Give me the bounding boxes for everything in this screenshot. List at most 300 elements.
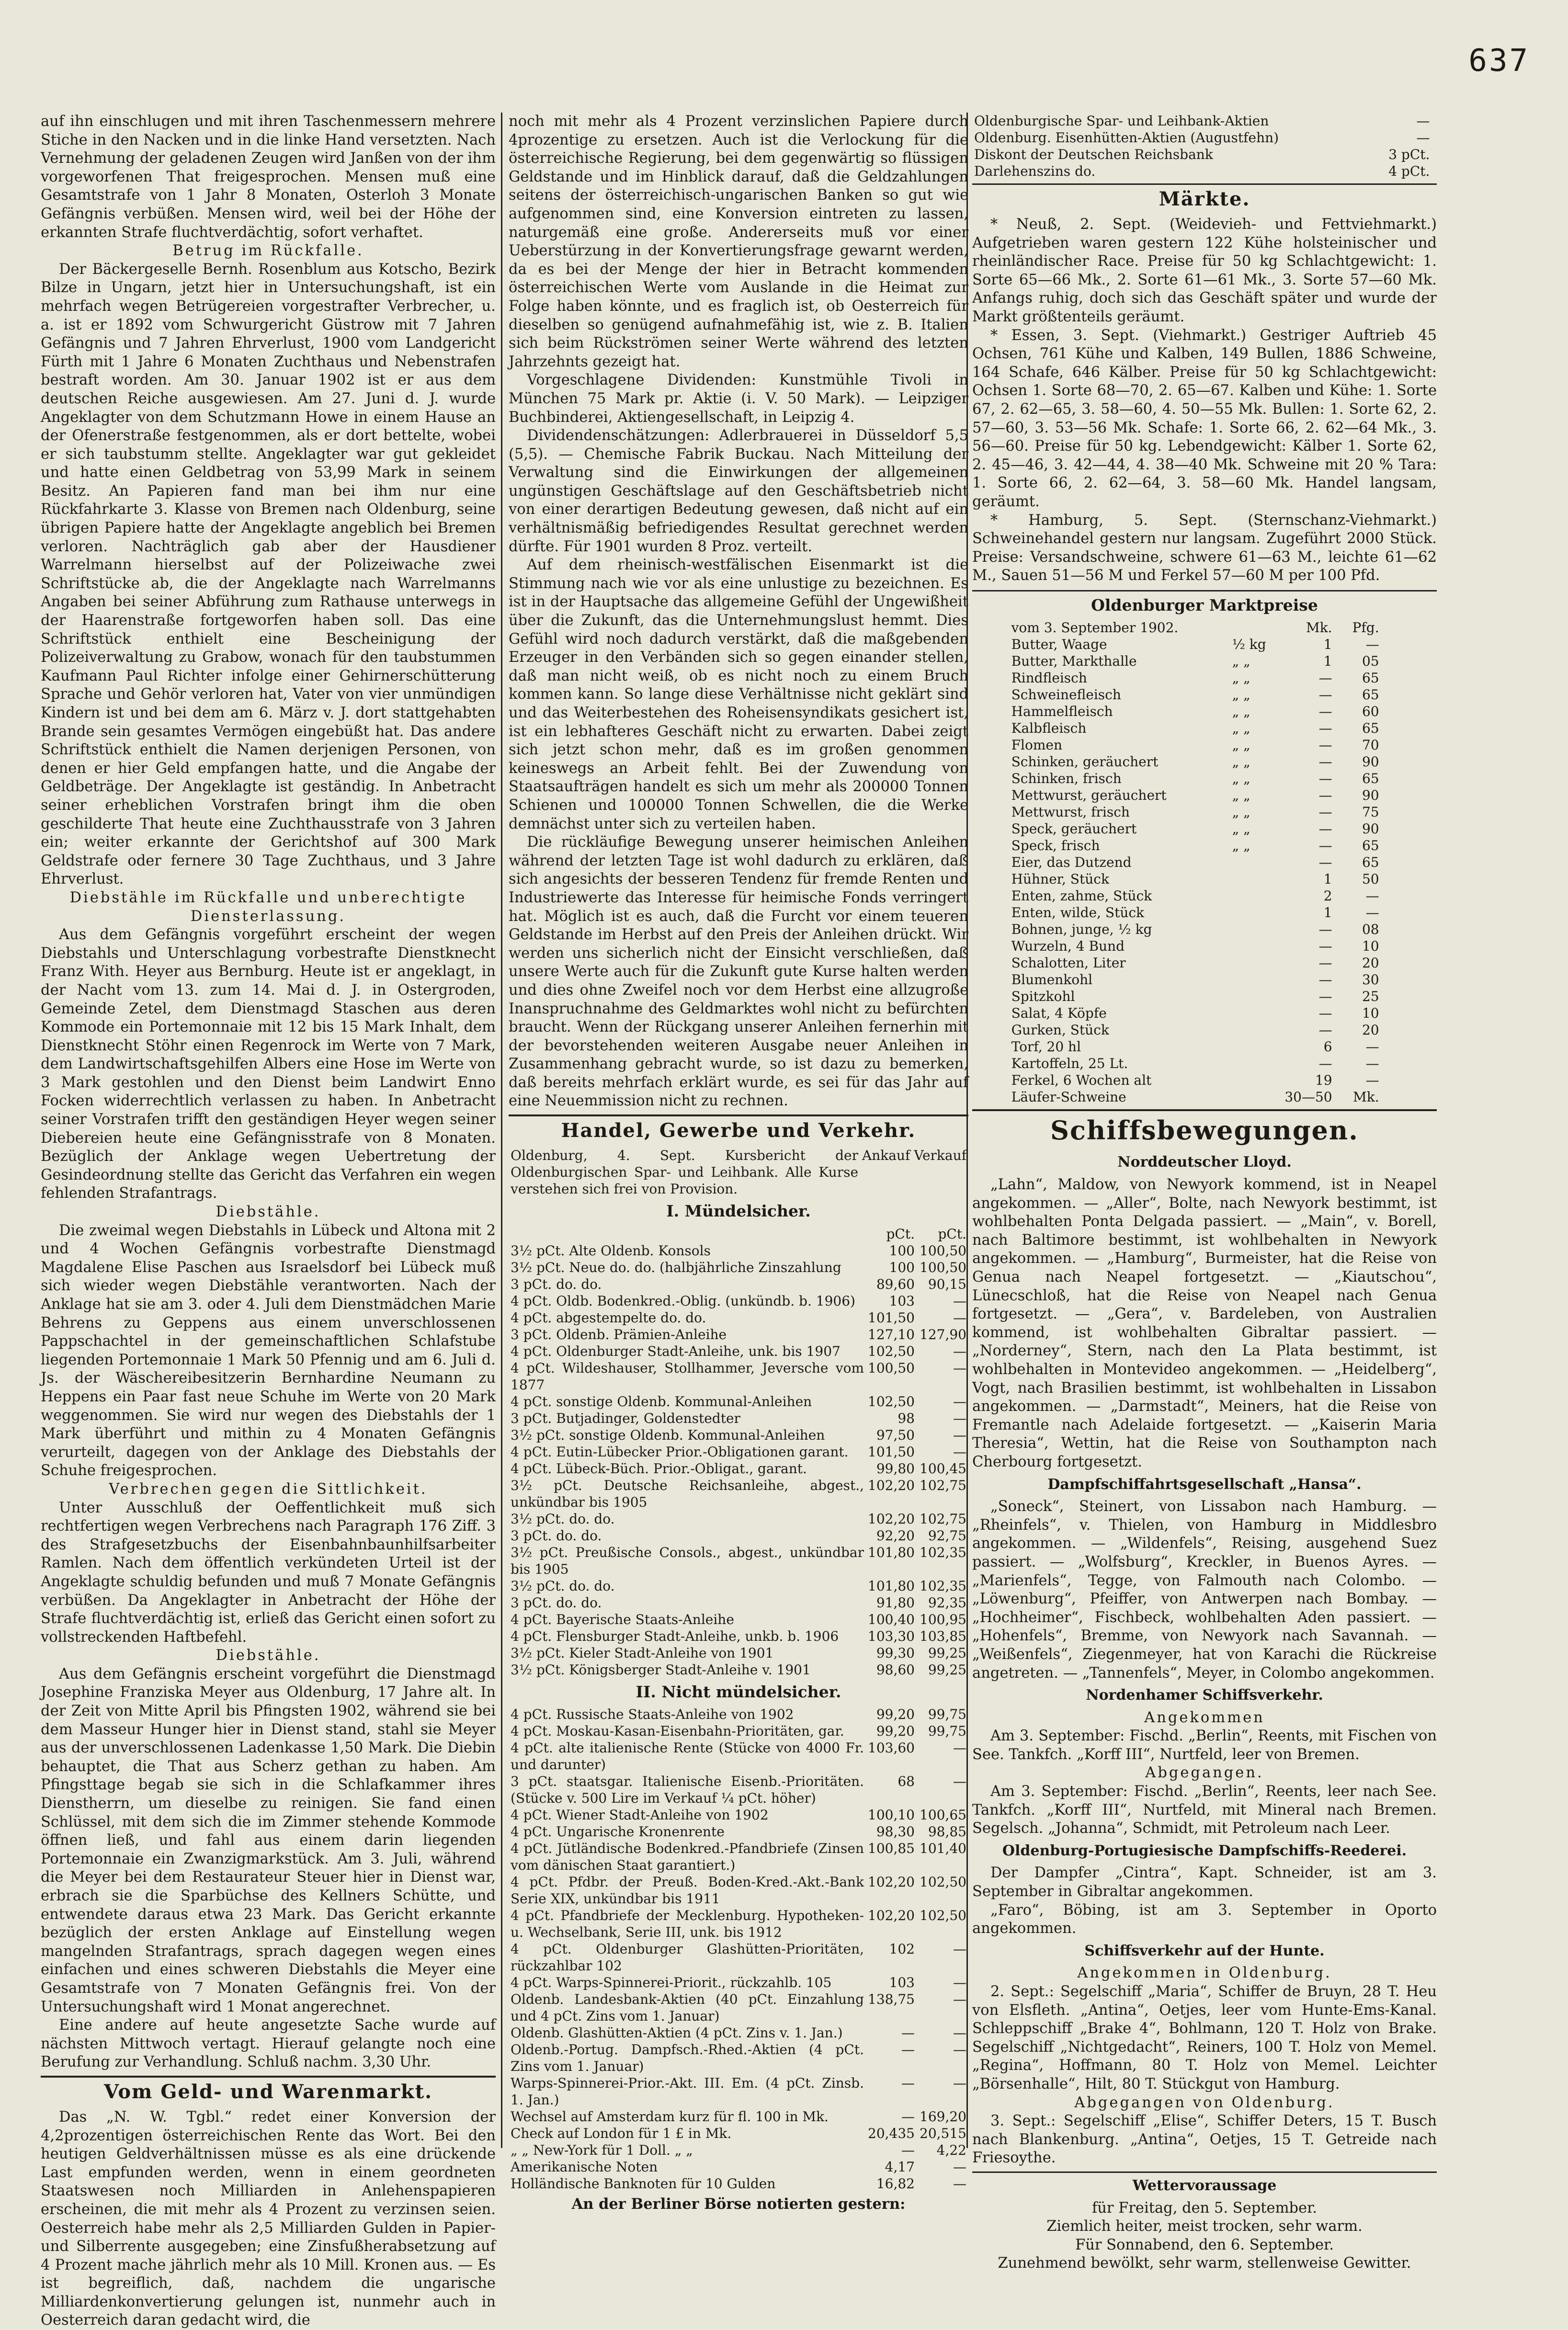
table-cell: Flomen (1011, 737, 1062, 753)
table-cell: — (953, 1427, 966, 1443)
case-heading: Diebstähle. (216, 1204, 321, 1221)
table-cell (1230, 1038, 1283, 1055)
table-cell (1230, 1055, 1283, 1072)
table-cell: 30 (1362, 972, 1379, 988)
table-cell: 100,95 (920, 1611, 966, 1627)
table-row (509, 1527, 968, 1544)
kurs-table-1 (509, 1226, 968, 1678)
table-cell: 102,50 (920, 1874, 966, 1890)
table-cell: 3 pCt. do. do. (511, 1527, 602, 1544)
table-cell: 98,85 (928, 1824, 966, 1840)
table-cell: Enten, zahme, Stück (1011, 888, 1152, 904)
table-cell: 102,35 (920, 1578, 966, 1594)
table-cell: — (901, 2042, 915, 2058)
table-cell: 4 pCt. Wiener Stadt-Anleihe von 1902 (511, 1807, 769, 1823)
table-cell: 97,50 (876, 1427, 915, 1443)
case-heading: Diebstähle im Rückfalle und unberechtigte Diensterlassung. (69, 889, 467, 925)
table-cell: 101,40 (920, 1841, 966, 1857)
table-row (509, 1991, 968, 2024)
table-cell: — (1318, 921, 1332, 938)
table-cell: 102,20 (868, 1874, 915, 1890)
case-heading: Verbrechen gegen die Sittlichkeit. (109, 1480, 428, 1498)
table-row (509, 2125, 968, 2142)
table-cell: ½ kg (1232, 636, 1266, 653)
table-cell: 25 (1362, 989, 1379, 1005)
table-cell: 05 (1362, 653, 1379, 670)
table-cell: 4 pCt. alte italienische Rente (Stücke von 4000 Fr. und darunter) (511, 1740, 864, 1773)
table-cell: — (1318, 955, 1332, 971)
table-cell: 91,80 (876, 1594, 915, 1611)
table-cell: 4 pCt. sonstige Oldenb. Kommunal-Anleihen (511, 1393, 812, 1409)
table-row (1010, 820, 1381, 837)
table-cell: 3½ pCt. Neue do. do. (halbjährliche Zinszahlung (511, 1259, 841, 1275)
table-cell: Butter, Waage (1011, 636, 1107, 653)
table-row (509, 1477, 968, 1511)
table-cell: Bohnen, junge, ½ kg (1011, 921, 1152, 938)
shipping-paragraph: 3. Sept.: Segelschiff „Elise“, Schiffer Deters, 15 T. Busch nach Blankenburg. „Antina“, Oetjes, 15 T. Getreide nach Friesoythe. (972, 2113, 1437, 2167)
table-cell: — (953, 1443, 966, 1460)
table-cell: — (1318, 1005, 1332, 1022)
table-row (509, 1259, 968, 1276)
table-cell: — (1318, 804, 1332, 820)
article-paragraph: Aus dem Gefängnis erscheint vorgeführt die Dienstmagd Josephine Franziska Meyer aus Oldenburg, 17 Jahre alt. In der Zeit von Mitte April bis Pfingsten 1902, während sie bei dem Masseur Hunger hier in Dienst stand, stahl sie Meyer aus der unverschlossenen Ladenkasse 1,50 Mark. Die Diebin behauptet, die That aus Scherz gethan zu haben. Am Pfingsttage begab sie sich in die Schlafkammer ihres Dienstherrn, um dieselbe zu reinigen. Sie fand einen Schlüssel, mit dem sich die im Zimmer stehende Kommode öffnen ließ, und fahl aus einem darin liegenden Portemonnaie ein Zwanzigmarkstück. Am 3. Juli, während die Meyer bei dem Restaurateur Steuer hier in Dienst war, erbrach sie die Sparbüchse des Kellners Schütte, und entwendete daraus etwa 23 Mark. Das Gericht erkannte bezüglich der ersten Anklage auf Einstellung wegen mangelnden Strafantrags, sprach dagegen wegen eines einfachen und eines schweren Diebstahls die Meyer eine Gesamtstrafe von 7 Monaten Gefängnis frei. Von der Untersuchungshaft wird 1 Monat angerechnet. (41, 1665, 496, 2015)
col-verkauf: Verkauf (914, 1148, 966, 1164)
article-paragraph: Eine andere auf heute angesetzte Sache wurde auf nächsten Mittwoch vertagt. Hierauf gelangte noch eine Berufung zur Verhandlung. Schluß nachm. 3,30 Uhr. (41, 2017, 496, 2071)
shipping-paragraph: Am 3. September: Fischd. „Berlin“, Reents, mit Fischen von See. Tankfch. „Korff III“, Nurtfeld, leer von Bremen. (972, 1728, 1437, 1763)
table-cell: 4 pCt. abgestempelte do. do. (511, 1309, 706, 1326)
table-cell: 60 (1362, 704, 1379, 720)
table-cell: 1 (1323, 871, 1332, 887)
table-cell: 3½ pCt. Deutsche Reichsanleihe, abgest., unkündbar bis 1905 (511, 1477, 864, 1510)
article-paragraph: Unter Ausschluß der Oeffentlichkeit muß sich rechtfertigen wegen Verbrechens nach Paragraph 176 Ziff. 3 des Strafgesetzbuchs der Eisenbahnbaunhilfsarbeiter Ramlen. Nach dem öffentlich verkündeten Urteil ist der Angeklagte schuldig befunden und muß 7 Monate Gefängnis verbüßen. Da Angeklagter in Anbetracht der Höhe der Strafe fluchtverdächtig ist, erließ das Gericht einen sofort zu vollstreckenden Haftbefehl. (41, 1499, 496, 1646)
table-cell: 102,75 (920, 1511, 966, 1527)
table-cell: Ferkel, 6 Wochen alt (1011, 1072, 1152, 1089)
table-row (1010, 703, 1381, 720)
table-cell: 4 pCt. (1388, 163, 1430, 179)
table-cell (1230, 854, 1283, 871)
table-cell: 101,80 (868, 1544, 915, 1560)
table-row (509, 1293, 968, 1309)
shipping-paragraph: Der Dampfer „Cintra“, Kapt. Schneider, ist am 3. September in Gibraltar angekommen. (972, 1864, 1437, 1900)
table-cell: — (953, 1740, 966, 1756)
kurs-table-2 (509, 1706, 968, 2192)
table-cell (1230, 955, 1283, 971)
table-row (509, 1974, 968, 1991)
table-cell (1230, 904, 1283, 921)
table-cell: 90 (1362, 754, 1379, 770)
table-cell: 100,10 (868, 1807, 915, 1823)
table-cell: — (901, 2075, 915, 2091)
table-cell: — (953, 1293, 966, 1309)
table-cell: — (953, 1975, 966, 1991)
table-cell: 100,50 (920, 1259, 966, 1275)
table-cell: 1 (1323, 905, 1332, 921)
table-cell: 4,17 (885, 2159, 915, 2175)
table-row (1010, 653, 1381, 670)
table-cell: Butter, Markthalle (1011, 653, 1137, 670)
table-cell: 98,60 (876, 1661, 915, 1678)
article-paragraph: noch mit mehr als 4 Prozent verzinslichen Papiere durch 4prozentige zu ersetzen. Auch ist die Verlockung für die österreichische Regierung, bei dem gegenwärtig so flüssigen Geldstande und im Hinblick darauf, daß die Geldzahlungen seitens der österreichisch-ungarischen Banken so gut wie aufgenommen sind, eine Konversion eintreten zu lassen, naturgemäß eine große. Andererseits muß vor einer Ueberstürzung in der Konvertierungsfrage gewarnt werden, da es bei der Menge der hier in Betracht kommenden österreichischen Werte vom Auslande in die Heimat zur Folge haben könnte, und es fraglich ist, ob Oesterreich für dieselben so genügend aufnahmefähig ist, wie z. B. Italien sich beim Rückströmen seiner Werte während des letzten Jahrzehnts gezeigt hat. (509, 113, 968, 370)
table-cell: 99,20 (876, 1706, 915, 1723)
table-heading-nicht-muendelsicher: II. Nicht mündelsicher. (636, 1682, 841, 1701)
table-cell: 102,50 (868, 1393, 915, 1409)
table-row (1010, 921, 1381, 938)
market-paragraph: * Neuß, 2. Sept. (Weidevieh- und Fettviehmarkt.) Aufgetrieben waren gestern 122 Kühe holsteinischer und rheinländischer Race. Preise für 50 kg Schlachtgewicht: 1. Sorte 65—66 Mk., 2. Sorte 61—61 Mk., 3. Sorte 57—60 Mk. Anfangs ruhig, doch sich das Geschäft später und wurde der Markt größtenteils geräumt. (972, 216, 1437, 325)
table-cell: 3 pCt. Oldenb. Prämien-Anleihe (511, 1326, 727, 1342)
table-cell: 4 pCt. Oldenburger Glashütten-Prioritäten, rückzahlbar 102 (511, 1941, 864, 1974)
section-heading-schiffsbewegungen: Schiffsbewegungen. (972, 1109, 1437, 1149)
table-cell: Salat, 4 Köpfe (1011, 1005, 1107, 1022)
table-row (1010, 670, 1381, 686)
article-paragraph: Die rückläufige Bewegung unserer heimischen Anleihen während der letzten Tage ist wohl dadurch zu erklären, daß sich angesichts der besseren Tendenz für fremde Renten und Industriewerte das Interesse für heimische Fonds verringert hat. Möglich ist es auch, daß die Furcht vor einem teueren Geldstande im Herbst auf den Preis der Anleihen drückt. Wir werden uns sicherlich nicht der Einsicht verschließen, daß unsere Werte auch für die Zukunft gute Kurse halten werden und dies ohne Zweifel noch vor dem Herbst eine allzugroße Inanspruchnahme des Geldmarktes wohl nicht zu befürchten braucht. Wenn der Rückgang unserer Anleihen fernerhin mit der bevorstehenden weiteren Ausgabe neuer Anleihen in Zusammenhang gebracht wurde, so ist dazu zu bemerken, daß bereits mehrfach erklärt wurde, es sei für das Jahr auf eine Neuemmission nicht zu rechnen. (509, 834, 968, 1110)
table-cell: Darlehenszins do. (974, 163, 1096, 179)
table-cell: „ „ (1232, 838, 1250, 854)
table-cell: 103,60 (868, 1740, 915, 1756)
table-cell: — (953, 2176, 966, 2192)
table-cell: — (1318, 687, 1332, 703)
table-cell: 3½ pCt. do. do. (511, 1578, 615, 1594)
table-row (1010, 1005, 1381, 1022)
table-row (972, 163, 1437, 180)
table-row (1010, 636, 1381, 653)
table-cell: 3 pCt. staatsgar. Italienische Eisenb.-Prioritäten. (Stücke v. 500 Lire im Verkauf ¼ pCt. höher) (511, 1773, 864, 1807)
table-cell: 4 pCt. Pfandbriefe der Mecklenburg. Hypotheken- u. Wechselbank, Serie III, unk. bis 1912 (511, 1908, 864, 1941)
table-cell: — (1318, 972, 1332, 988)
table-row (1010, 938, 1381, 955)
case-heading: Betrug im Rückfalle. (172, 242, 364, 260)
table-cell (1230, 1005, 1283, 1022)
table-cell: 100,45 (920, 1460, 966, 1477)
table-row (1010, 737, 1381, 753)
table-cell: 99,25 (928, 1645, 966, 1661)
table-cell: 90 (1362, 821, 1379, 837)
table-cell: 90,15 (928, 1276, 966, 1292)
table-cell: 101,50 (868, 1443, 915, 1460)
table-cell: — (1318, 838, 1332, 854)
table-cell: 10 (1362, 938, 1379, 955)
table-cell: 4 pCt. Warps-Spinnerei-Priorit., rückzahlb. 105 (511, 1975, 832, 1991)
table-cell: 103 (889, 1293, 915, 1309)
table-cell: 3 pCt. Butjadinger, Goldenstedter (511, 1410, 740, 1426)
table-cell: — (1318, 754, 1332, 770)
table-cell: Blumenkohl (1011, 972, 1093, 988)
table-cell: — (1416, 130, 1430, 146)
bank-table (972, 113, 1437, 180)
table-cell: — (1365, 1072, 1379, 1089)
subheading-angekommen-oldenburg: Angekommen in Oldenburg. (1077, 1965, 1332, 1982)
table-cell: 99,30 (876, 1645, 915, 1661)
table-cell: 101,50 (868, 1309, 915, 1326)
table-row (1010, 854, 1381, 871)
table-cell: „ „ (1232, 771, 1250, 787)
table-row (509, 1544, 968, 1578)
table-cell: Mettwurst, geräuchert (1011, 787, 1167, 804)
table-cell: — (953, 2075, 966, 2091)
table-row (509, 1611, 968, 1628)
article-paragraph: Das „N. W. Tgbl.“ redet einer Konversion der 4,2prozentigen österreichischen Rente das Wort. Bei den heutigen Geldverhältnissen müsse es als eine drückende Last empfunden werden, wenn in einem geordneten Staatswesen noch Milliarden in Anlehenspapieren erscheinen, die mit mehr als 4 Prozent zu verzinsen seien. Oesterreich habe mehr als 2,5 Milliarden Gulden in Papier- und Silberrente ausgegeben; eine Zinsfußherabsetzung auf 4 Prozent mache jährlich mehr als 10 Mill. Kronen aus. — Es ist begreiflich, daß, nachdem die ungarische Milliardenkonvertierung gelungen ist, nunmehr auch in Oesterreich daran gedacht wird, die (41, 2108, 496, 2329)
table-row (1010, 1022, 1381, 1038)
table-row (509, 1840, 968, 1874)
table-row (509, 1276, 968, 1293)
table-row (509, 2142, 968, 2159)
table-row (1010, 804, 1381, 820)
table-cell: „ „ (1232, 670, 1250, 686)
table-heading-muendelsicher: I. Mündelsicher. (666, 1202, 811, 1221)
table-cell: 4 pCt. Ungarische Kronenrente (511, 1824, 725, 1840)
table-cell: 50 (1362, 871, 1379, 887)
table-cell: — (1365, 636, 1379, 653)
boerse-footer: An der Berliner Börse notierten gestern: (571, 2195, 906, 2213)
table-cell: 4 pCt. Eutin-Lübecker Prior.-Obligationen garant. (511, 1443, 849, 1460)
col-pfennig: Pfg. (1352, 620, 1379, 636)
table-cell: 4 pCt. Bayerische Staats-Anleihe (511, 1611, 734, 1627)
article-paragraph: Vorgeschlagene Dividenden: Kunstmühle Tivoli in München 75 Mark pr. Aktie (i. V. 50 Mark). — Leipziger Buchbinderei, Aktiengesellschaft, in Leipzig 4. (509, 372, 968, 426)
table-cell: 65 (1362, 670, 1379, 686)
table-cell: 20,435 (868, 2125, 915, 2142)
table-cell: 08 (1362, 921, 1379, 938)
table-row (1010, 887, 1381, 904)
table-cell: — (1318, 854, 1332, 871)
table-cell: — (953, 1991, 966, 2008)
table-cell: „ „ (1232, 821, 1250, 837)
col-ankauf: Ankauf (862, 1148, 910, 1164)
table-row (509, 1807, 968, 1823)
table-cell: 3 pCt. do. do. (511, 1276, 602, 1292)
table-cell: — (1318, 821, 1332, 837)
table-cell: „ „ (1232, 787, 1250, 804)
shipping-paragraph: „Faro“, Böbing, ist am 3. September in Oporto angekommen. (972, 1901, 1437, 1937)
table-row (509, 1773, 968, 1807)
table-row (1010, 1072, 1381, 1089)
table-cell (1230, 1022, 1283, 1038)
table-row (1010, 1089, 1381, 1105)
table-cell: „ „ (1232, 704, 1250, 720)
table-cell: 3½ pCt. Preußische Consols., abgest., unkündbar bis 1905 (511, 1544, 864, 1577)
table-row (1010, 1055, 1381, 1072)
table-cell: 98,30 (876, 1824, 915, 1840)
table-cell: — (953, 2159, 966, 2175)
table-cell: 4 pCt. Jütländische Bodenkred.-Pfandbriefe (Zinsen vom dänischen Staat garantiert.) (511, 1841, 864, 1874)
table-row (1010, 871, 1381, 887)
subheading-hunte: Schiffsverkehr auf der Hunte. (1084, 1942, 1325, 1959)
market-paragraph: * Hamburg, 5. Sept. (Sternschanz-Viehmarkt.) Schweinehandel gestern nur langsam. Zugeführt 2000 Stück. Preise: Versandschweine, schwere 61—63 M., leichte 61—62 M., Sauen 51—56 M und Ferkel 57—60 M per 100 Pfd. (972, 511, 1437, 584)
table-cell: 100,50 (868, 1360, 915, 1376)
table-cell (1230, 1089, 1283, 1105)
table-row (509, 1360, 968, 1393)
table-cell: 127,90 (920, 1326, 966, 1342)
table-cell: Amerikanische Noten (511, 2159, 658, 2175)
table-cell (1432, 163, 1437, 180)
table-cell: „ „ (1232, 754, 1250, 770)
table-cell: 3½ pCt. do. do. (511, 1511, 615, 1527)
table-cell: 102,75 (920, 1477, 966, 1493)
table-cell: Gurken, Stück (1011, 1022, 1109, 1038)
table-cell: 20,515 (920, 2125, 966, 2142)
table-cell: 1 (1323, 636, 1332, 653)
table-cell: — (1365, 1039, 1379, 1055)
table-cell: — (1365, 888, 1379, 904)
table-cell: „ „ (1232, 720, 1250, 737)
table-cell: 103,85 (920, 1628, 966, 1644)
table-cell: Läufer-Schweine (1011, 1089, 1126, 1105)
table-cell: — (953, 1941, 966, 1957)
table-cell: — (1318, 771, 1332, 787)
table-row (1010, 787, 1381, 804)
table-row (509, 1578, 968, 1594)
table-row (972, 129, 1437, 146)
table-cell: — (1318, 938, 1332, 955)
table-cell: 19 (1315, 1072, 1332, 1089)
table-cell: 169,20 (920, 2109, 966, 2125)
table-row (1010, 837, 1381, 854)
table-cell: 4 pCt. Wildeshauser, Stollhammer, Jeversche vom 1877 (511, 1360, 864, 1393)
column-3 (972, 113, 1437, 2272)
table-cell: Schalotten, Liter (1011, 955, 1126, 971)
table-row (509, 1874, 968, 1907)
table-cell: — (953, 1309, 966, 1326)
table-cell: 99,75 (928, 1706, 966, 1723)
table-cell: 99,80 (876, 1460, 915, 1477)
section-heading-geld-warenmarkt: Vom Geld- und Warenmarkt. (41, 2076, 496, 2106)
table-cell: — (1365, 905, 1379, 921)
table-cell: 70 (1362, 737, 1379, 753)
table-cell: — (1318, 670, 1332, 686)
table-cell: — (1318, 1056, 1332, 1072)
unit-label: pCt. (938, 1226, 966, 1242)
table-cell: 3½ pCt. Alte Oldenb. Konsols (511, 1242, 711, 1259)
table-cell: 100,65 (920, 1807, 966, 1823)
table-cell: 2 (1323, 888, 1332, 904)
unit-label: pCt. (886, 1226, 915, 1242)
table-cell: Mettwurst, frisch (1011, 804, 1130, 820)
wetter-line: Für Sonnabend, den 6. September. (1075, 2236, 1334, 2253)
article-paragraph: Der Bäckergeselle Bernh. Rosenblum aus Kotscho, Bezirk Bilze in Ungarn, jetzt hier in Untersuchungshaft, ist ein mehrfach wegen Betrügereien vorgestrafter Verbrecher, u. a. ist er 1892 vom Schwurgericht Güstrow mit 7 Jahren Gefängnis und 7 Jahren Ehrverlust, 1900 vom Landgericht Fürth mit 1 Jahre 6 Monaten Zuchthaus und Nebenstrafen bestraft worden. Am 30. Januar 1902 ist er aus dem deutschen Reiche ausgewiesen. Am 27. Juni d. J. wurde Angeklagter von dem Schutzmann Howe in einem Hause an der Ofenerstraße festgenommen, als er dort bettelte, wobei er sich taubstumm stellte. Angeklagter war gut gekleidet und hatte einen Geldbetrag von 53,99 Mark in seinem Besitz. An Papieren fand man bei ihm nur eine Rückfahrkarte 3. Klasse von Bremen nach Oldenburg, seine übrigen Papiere hatte der Angeklagte angeblich bei Bremen verloren. Nachträglich gab aber der Hausdiener Warrelmann hierselbst auf der Polizeiwache zwei Schriftstücke ab, die der Angeklagte nach Warrelmanns Angaben bei seiner Abführung zum Rathause unterwegs in der Haarenstraße fortgeworfen haben soll. Das eine Schriftstück enthielt eine Bescheinigung der Polizeiverwaltung zu Grabow, wonach für den taubstummen Kaufmann Paul Richter infolge einer Gehirnerschütterung Sprache und Gehör verloren hat, Vater von vier unmündigen Kindern ist und bei dem am 6. März v. J. dort stattgehabten Brande sein gesamtes Vermögen eingebüßt hat. Das andere Schriftstück enthielt die Namen derjenigen Personen, von denen er hier Geld empfangen hatte, und die Angabe der Geldbeträge. Der Angeklagte ist geständig. In Anbetracht seiner erheblichen Vorstrafen bringt ihm die oben geschilderte That heute eine Zuchthausstrafe von 3 Jahren ein; weiter erkannte der Gerichtshof auf 300 Mark Geldstrafe oder fernere 30 Tage Zuchthaus, und 3 Jahre Ehrverlust. (41, 261, 496, 888)
kursbericht-header (509, 1147, 968, 1197)
table-cell: Schweinefleisch (1011, 687, 1121, 703)
shipping-paragraph: „Lahn“, Maldow, von Newyork kommend, ist in Neapel angekommen. — „Aller“, Bolte, nach Newyork bestimmt, ist wohlbehalten Ponta Delgada passiert. — „Main“, v. Borell, nach Baltimore bestimmt, ist wohlbehalten in Newyork angekommen. — „Hamburg“, Burmeister, hat die Reise von Genua nach Neapel fortgesetzt. — „Kiautschou“, Lünecschloß, hat die Reise von Neapel nach Genua fortgesetzt. — „Gera“, v. Bardeleben, von Australien kommend, ist wohlbehalten Gibraltar passiert. — „Norderney“, Stern, nach den La Plata bestimmt, ist wohlbehalten in Montevideo angekommen. — „Heidelberg“, Vogt, nach Brasilien bestimmt, ist wohlbehalten in Lissabon angekommen. — „Darmstadt“, Meiners, hat die Reise von Fremantle nach Adelaide fortgesetzt. — „Kaiserin Maria Theresia“, Wettin, hat die Reise von Southampton nach Cherbourg fortgesetzt. (972, 1176, 1437, 1470)
page-number: 637 (1468, 43, 1530, 79)
table-cell: 92,75 (928, 1527, 966, 1544)
market-paragraph: * Essen, 3. Sept. (Viehmarkt.) Gestriger Auftrieb 45 Ochsen, 761 Kühe und Kalben, 149 Bullen, 1886 Schweine, 164 Schafe, 646 Kälber. Preise für 50 kg Schlachtgewicht: Ochsen 1. Sorte 68—70, 2. 65—67. Kalben und Kühe: 1. Sorte 67, 2. 62—65, 3. 58—60, 4. 50—55 Mk. Bullen: 1. Sorte 62, 2. 57—60, 3. 53—56 Mk. Schafe: 1. Sorte 66, 2. 62—64 Mk., 3. 56—60. Preise für 50 kg. Lebendgewicht: Kälber 1. Sorte 62, 2. 45—46, 3. 42—44, 4. 38—40 Mk. Schweine mit 20 % Tara: 1. Sorte 66, 2. 62—64, 3. 58—60 Mk. Handel langsam, geräumt. (972, 327, 1437, 510)
table-row (1010, 955, 1381, 971)
table-cell: 4,22 (936, 2142, 966, 2159)
table-row (509, 1823, 968, 1840)
table-cell: Rindfleisch (1011, 670, 1087, 686)
table-cell: Torf, 20 hl (1011, 1039, 1081, 1055)
table-cell: 103,30 (868, 1628, 915, 1644)
table-row (509, 1594, 968, 1611)
table-cell: 20 (1362, 1022, 1379, 1038)
table-cell (1230, 887, 1283, 904)
table-cell: 101,80 (868, 1578, 915, 1594)
table-cell: 98 (898, 1410, 915, 1426)
table-cell: — (901, 2142, 915, 2159)
subheading-hansa: Dampfschiffahrtsgesellschaft „Hansa“. (1047, 1476, 1362, 1493)
table-cell: 4 pCt. Lübeck-Büch. Prior.-Obligat., garant. (511, 1460, 807, 1477)
table-cell: Kalbfleisch (1011, 720, 1087, 737)
table-cell: 4 pCt. Moskau-Kasan-Eisenbahn-Prioritäten, gar. (511, 1723, 844, 1739)
table-cell: Diskont der Deutschen Reichsbank (974, 147, 1213, 162)
subheading-lloyd: Norddeutscher Lloyd. (1117, 1154, 1292, 1171)
table-cell: — (1318, 704, 1332, 720)
table-cell: 92,35 (928, 1594, 966, 1611)
shipping-paragraph: Am 3. September: Fischd. „Berlin“, Reents, leer nach See. Tankfch. „Korff III“, Nurtfeld, mit Mineral nach Bremen. Segelsch. „Johanna“, Schmidt, mit Petroleum nach Leer. (972, 1783, 1437, 1837)
table-row (1010, 686, 1381, 703)
table-cell: — (953, 1773, 966, 1790)
table-cell: „ „ (1232, 804, 1250, 820)
table-row (509, 1326, 968, 1343)
table-cell: Spitzkohl (1011, 989, 1075, 1005)
table-cell: Speck, geräuchert (1011, 821, 1137, 837)
table-row (509, 1723, 968, 1739)
section-heading-handel: Handel, Gewerbe und Verkehr. (509, 1114, 968, 1145)
table-cell: 102,20 (868, 1511, 915, 1527)
table-cell: 99,20 (876, 1723, 915, 1739)
marktpreise-table (1010, 619, 1381, 1105)
table-row (509, 2175, 968, 2192)
table-row (509, 1706, 968, 1723)
table-cell: Eier, das Dutzend (1011, 854, 1132, 871)
wetter-heading: Wettervoraussage (1132, 2177, 1277, 2194)
table-row (972, 146, 1437, 163)
table-cell: Wurzeln, 4 Bund (1011, 938, 1125, 955)
table-cell: 102,20 (868, 1908, 915, 1924)
table-cell: — (953, 1410, 966, 1426)
table-cell: 3½ pCt. sonstige Oldenb. Kommunal-Anleihen (511, 1427, 825, 1443)
table-cell (1230, 938, 1283, 955)
table-cell: 4 pCt. Flensburger Stadt-Anleihe, unkb. b. 1906 (511, 1628, 839, 1644)
table-cell: 65 (1362, 687, 1379, 703)
table-cell: 65 (1362, 720, 1379, 737)
table-cell: Oldenb. Glashütten-Aktien (4 pCt. Zins v. 1. Jan.) (511, 2025, 843, 2041)
marktpreise-title: Oldenburger Marktpreise (1091, 595, 1318, 614)
table-cell: 100,50 (920, 1242, 966, 1259)
table-cell: Check auf London für 1 £ in Mk. (511, 2125, 732, 2142)
table-cell: 90 (1362, 787, 1379, 804)
subheading-portug: Oldenburg-Portugiesische Dampfschiffs-Reederei. (1002, 1842, 1407, 1859)
table-cell: 75 (1362, 804, 1379, 820)
table-cell: 99,75 (928, 1723, 966, 1739)
table-row (509, 2041, 968, 2075)
table-cell: 100,40 (868, 1611, 915, 1627)
table-row (509, 1628, 968, 1645)
table-cell: 103 (889, 1975, 915, 1991)
table-cell: 102,50 (920, 1908, 966, 1924)
table-row (509, 1393, 968, 1410)
table-cell: Warps-Spinnerei-Prior.-Akt. III. Em. (4 pCt. Zinsb. 1. Jan.) (511, 2075, 864, 2108)
table-row (509, 2024, 968, 2041)
table-cell: — (953, 1360, 966, 1376)
table-row (509, 1941, 968, 1974)
table-cell: „ „ (1232, 653, 1250, 670)
table-cell: Oldenb.-Portug. Dampfsch.-Rhed.-Aktien (4 pCt. Zins vom 1. Januar) (511, 2042, 864, 2075)
table-row (1010, 971, 1381, 988)
table-cell: — (1318, 720, 1332, 737)
table-cell: 3 pCt. do. do. (511, 1594, 602, 1611)
table-cell: — (901, 2025, 915, 2041)
table-row (1010, 1038, 1381, 1055)
table-row (972, 113, 1437, 129)
table-cell: 1 (1323, 653, 1332, 670)
case-heading: Diebstähle. (216, 1647, 321, 1664)
table-row (509, 2159, 968, 2175)
table-cell: Schinken, geräuchert (1011, 754, 1159, 770)
table-cell: — (953, 2042, 966, 2058)
table-cell: 16,82 (876, 2176, 915, 2192)
article-paragraph: Die zweimal wegen Diebstahls in Lübeck und Altona mit 2 und 4 Wochen Gefängnis vorbestrafte Dienstmagd Magdalene Elise Paschen aus Israelsdorf bei Lübeck muß sich wieder wegen Diebstähle verantworten. Nach der Anklage hat sie am 3. oder 4. Juli dem Dienstmädchen Marie Behrens zu Geppens aus einem unverschlossenen Pappschachtel in der gemeinschaftlichen Schlafstube liegenden Portemonnaie 1 Mark 50 Pfennig und am 6. Juli d. Js. der Wäschereibesitzerin Bernhardine Neumann zu Heppens ein Paar fast neue Schuhe im Werte von 20 Mark weggenommen. Sie wird nur wegen des Diebstahls der 1 Mark überführt und mithin zu 4 Monaten Gefängnis verurteilt, dagegen von der Anklage des Diebstahls der Schuhe freigesprochen. (41, 1222, 496, 1479)
table-cell: 4 pCt. Oldb. Bodenkred.-Oblig. (unkündb. b. 1906) (511, 1293, 855, 1309)
table-cell: — (1318, 1022, 1332, 1038)
